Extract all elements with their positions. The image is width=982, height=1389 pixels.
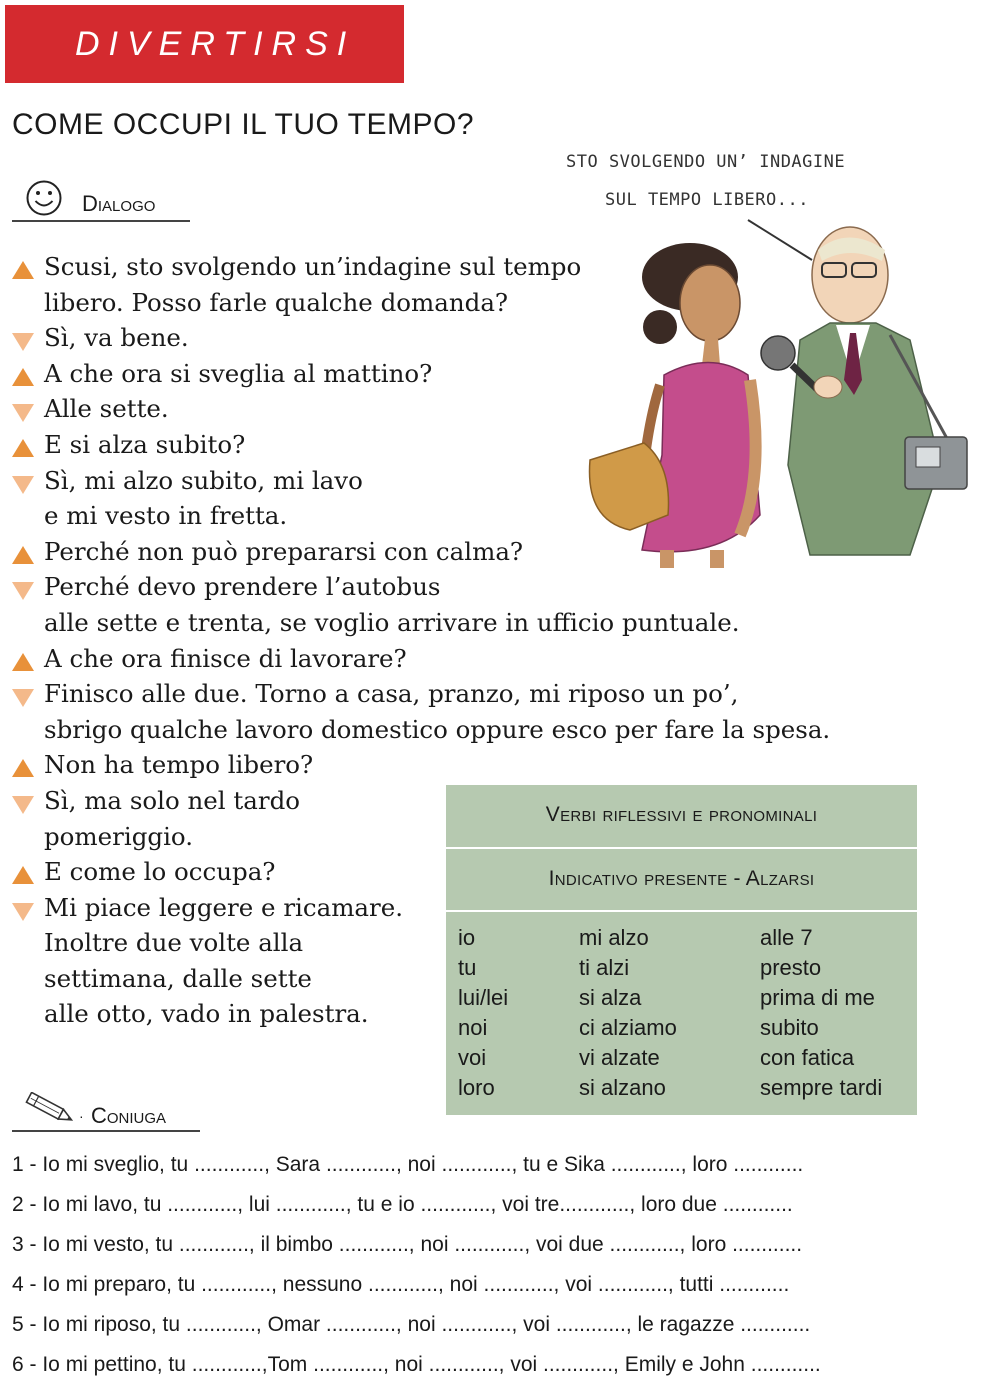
dialogo-underline	[12, 220, 190, 222]
exercise-line: 4 - Io mi preparo, tu ............, nessuno ............, noi ............, voi ............, tutti ............	[12, 1273, 790, 1296]
section-label: DIVERTIRSI	[75, 25, 356, 63]
verb-row	[446, 955, 917, 985]
verb-row	[446, 1015, 917, 1045]
coniuga-underline	[12, 1130, 200, 1132]
triangle-down-icon	[12, 582, 34, 600]
dialogue-line: Perché non può prepararsi con calma?	[12, 534, 912, 570]
dialogo-heading	[12, 176, 192, 224]
verb-row	[446, 1045, 917, 1075]
triangle-up-icon	[12, 653, 34, 671]
triangle-up-icon	[12, 759, 34, 777]
pencil-dot-icon: ·	[79, 1108, 84, 1124]
triangle-up-icon	[12, 368, 34, 386]
verb-form: mi alzo	[579, 925, 649, 950]
coniuga-heading	[12, 1090, 212, 1135]
dialogue-line: Sì, ma solo nel tardo	[12, 783, 912, 819]
verb-pronoun: voi	[458, 1045, 487, 1070]
verb-form: si alzano	[579, 1075, 666, 1100]
dialogue-line: A che ora finisce di lavorare?	[12, 641, 912, 677]
triangle-down-icon	[12, 903, 34, 921]
dialogo-label: Dialogo	[82, 191, 156, 216]
exercise-line: 5 - Io mi riposo, tu ............, Omar ............, noi ............, voi ............, le ragazze ............	[12, 1313, 811, 1336]
triangle-down-icon	[12, 404, 34, 422]
dialogue-line: Finisco alle due. Torno a casa, pranzo, mi riposo un po’,	[12, 676, 912, 712]
verb-form: vi alzate	[579, 1045, 660, 1070]
verb-pronoun: loro	[458, 1075, 495, 1100]
verb-pronoun: noi	[458, 1015, 488, 1040]
verb-pronoun: tu	[458, 955, 477, 980]
triangle-up-icon	[12, 546, 34, 564]
verb-complement: presto	[760, 955, 822, 980]
verb-table-box	[446, 785, 917, 1115]
dialogue-line: Scusi, sto svolgendo un’indagine sul tempo	[12, 249, 912, 285]
dialogue-line: Non ha tempo libero?	[12, 747, 912, 783]
dialogue-line: e mi vesto in fretta.	[44, 501, 288, 531]
verb-complement: alle 7	[760, 925, 813, 950]
verb-form: si alza	[579, 985, 642, 1010]
dialogue-line: Sì, mi alzo subito, mi lavo	[12, 463, 912, 499]
triangle-down-icon	[12, 796, 34, 814]
speech-bubble-line: STO SVOLGENDO UN’ INDAGINE	[566, 152, 846, 172]
dialogue-line: settimana, dalle sette	[44, 963, 312, 993]
coniuga-label: Coniuga	[91, 1103, 167, 1128]
verb-complement: sempre tardi	[760, 1075, 883, 1100]
triangle-up-icon	[12, 866, 34, 884]
verb-pronoun: io	[458, 925, 476, 950]
dialogue-line: E si alza subito?	[12, 427, 912, 463]
verb-row	[446, 925, 917, 955]
triangle-up-icon	[12, 439, 34, 457]
verb-box-subtitle: Indicativo presente - Alzarsi	[548, 867, 815, 890]
triangle-down-icon	[12, 476, 34, 494]
triangle-down-icon	[12, 333, 34, 351]
verb-box-divider	[446, 847, 917, 849]
dialogue-line: alle sette e trenta, se voglio arrivare in ufficio puntuale.	[44, 607, 740, 637]
triangle-down-icon	[12, 689, 34, 707]
verb-form: ti alzi	[579, 955, 630, 980]
verb-complement: con fatica	[760, 1045, 855, 1070]
exercise-line: 3 - Io mi vesto, tu ............, il bimbo ............, noi ............, voi due ............, loro ............	[12, 1233, 803, 1256]
verb-complement: subito	[760, 1015, 819, 1040]
dialogue-line: Sì, va bene.	[12, 320, 912, 356]
dialogue-line: Inoltre due volte alla	[44, 928, 304, 958]
verb-row	[446, 1075, 917, 1105]
dialogue-line: Perché devo prendere l’autobus	[12, 569, 912, 605]
dialogue-line: A che ora si sveglia al mattino?	[12, 356, 912, 392]
triangle-up-icon	[12, 261, 34, 279]
dialogue-line: E come lo occupa?	[12, 854, 912, 890]
dialogue-line: sbrigo qualche lavoro domestico oppure esco per fare la spesa.	[44, 714, 831, 744]
pencil-icon	[20, 1092, 80, 1126]
verb-form: ci alziamo	[579, 1015, 677, 1040]
verb-box-divider	[446, 910, 917, 912]
verb-complement: prima di me	[760, 985, 875, 1010]
dialogue-line: alle otto, vado in palestra.	[44, 999, 369, 1029]
exercise-line: 6 - Io mi pettino, tu ............,Tom ............, noi ............, voi ............, Emily e John ............	[12, 1353, 821, 1376]
verb-row	[446, 985, 917, 1015]
dialogue-line: libero. Posso farle qualche domanda?	[44, 287, 509, 317]
dialogue-line: Alle sette.	[12, 391, 912, 427]
dialogue-line: pomeriggio.	[44, 821, 194, 851]
verb-pronoun: lui/lei	[458, 985, 509, 1010]
exercise-line: 2 - Io mi lavo, tu ............, lui ............, tu e io ............, voi tre............, loro due ............	[12, 1193, 793, 1216]
speech-bubble-line: SUL TEMPO LIBERO...	[605, 190, 809, 210]
verb-box-title: Verbi riflessivi e pronominali	[545, 803, 818, 826]
smiley-icon	[25, 179, 63, 217]
exercise-line: 1 - Io mi sveglio, tu ............, Sara ............, noi ............, tu e Sika ............, loro ............	[12, 1153, 804, 1176]
section-banner	[5, 5, 404, 83]
page-title: COME OCCUPI IL TUO TEMPO?	[12, 108, 475, 141]
dialogue-line: Mi piace leggere e ricamare.	[12, 890, 912, 926]
